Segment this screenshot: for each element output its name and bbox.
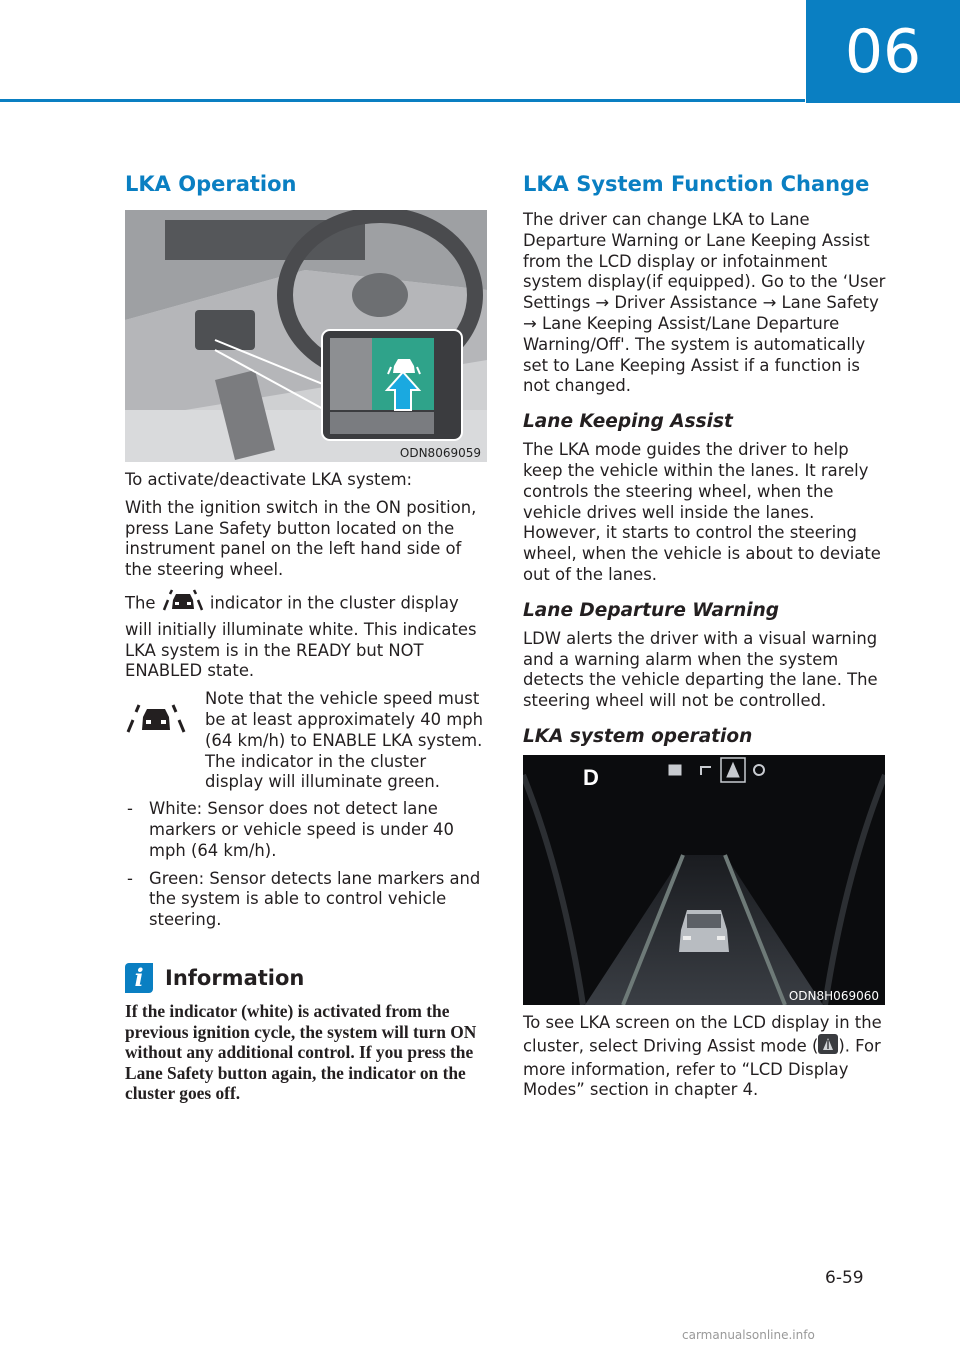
status-list (125, 799, 487, 931)
figure-caption: ODN8069059 (399, 446, 481, 460)
right-column (523, 168, 888, 1108)
cluster-display-image (523, 755, 885, 1005)
note-text: Note that the vehicle speed must be at least approximately 40 mph (64 km/h) to ENABLE LKA system. The indicator in the cluster display will illuminate green. (205, 689, 484, 792)
left-column (125, 168, 487, 1104)
note-block (125, 689, 487, 793)
watermark: carmanualsonline.info (682, 1328, 815, 1342)
info-icon: i (125, 963, 153, 993)
text: ). For more information, refer to “LCD Display Modes” section in chapter 4. (523, 1036, 881, 1100)
paragraph: The driver can change LKA to Lane Departure Warning or Lane Keeping Assist from the LCD display or infotainment system display(if equipped). Go to the ‘User Settings → Driver Assistance → Lane Safety → Lane Keeping Assist/Lane Departure Warning/Off'. The system is automatically set to Lane Keeping Assist if a function is not changed. (523, 210, 886, 396)
section-title-lka-operation: LKA Operation (125, 172, 297, 196)
lka-indicator-icon (161, 588, 205, 620)
subheading-lane-departure-warning: Lane Departure Warning (523, 599, 779, 621)
subheading-lane-keeping-assist: Lane Keeping Assist (523, 411, 733, 433)
information-title: Information (165, 965, 305, 990)
text: The (125, 593, 156, 613)
gear-indicator: D (583, 764, 599, 790)
dashboard-illustration (125, 210, 487, 462)
paragraph: To activate/deactivate LKA system: (125, 470, 413, 489)
page-number: 6-59 (825, 1268, 864, 1288)
text: indicator in the cluster display will initially illuminate white. This indicates LKA system is in the READY but NOT ENABLED state. (125, 593, 477, 681)
paragraph: With the ignition switch in the ON position, press Lane Safety button located on the instrument panel on the left hand side of the steering wheel. (125, 497, 477, 580)
paragraph (523, 1013, 888, 1101)
information-header (125, 963, 487, 993)
figure-caption: ODN8H069060 (788, 988, 879, 1003)
paragraph (125, 588, 487, 682)
subheading-lka-operation: LKA system operation (523, 725, 753, 747)
section-title-function-change: LKA System Function Change (523, 172, 870, 196)
lka-indicator-icon (125, 689, 205, 793)
dashboard-photo (125, 210, 487, 462)
information-body: If the indicator (white) is activated from the previous ignition cycle, the system will turn ON without any additional control. If you press the Lane Safety button again, the indicator on the cluster goes off. (125, 1000, 477, 1104)
header-rule (0, 99, 805, 102)
chapter-tab: 06 (806, 0, 960, 103)
driving-assist-mode-icon (818, 1034, 838, 1060)
text: To see LKA screen on the LCD display in the cluster, select Driving Assist mode ( (523, 1012, 882, 1056)
paragraph: The LKA mode guides the driver to help keep the vehicle within the lanes. It rarely controls the steering wheel, when the vehicle drives well inside the lanes. However, it starts to control the steering wheel, when the vehicle is about to deviate out of the lanes. (523, 440, 881, 584)
list-item: - White: Sensor does not detect lane markers or vehicle speed is under 40 mph (64 km/h). (127, 799, 454, 860)
cluster-illustration (523, 755, 885, 1005)
paragraph: LDW alerts the driver with a visual warning and a warning alarm when the system detects the vehicle departing the lane. The steering wheel will not be controlled. (523, 628, 878, 711)
list-item: - Green: Sensor detects lane markers and the system is able to control vehicle steering. (127, 868, 481, 930)
